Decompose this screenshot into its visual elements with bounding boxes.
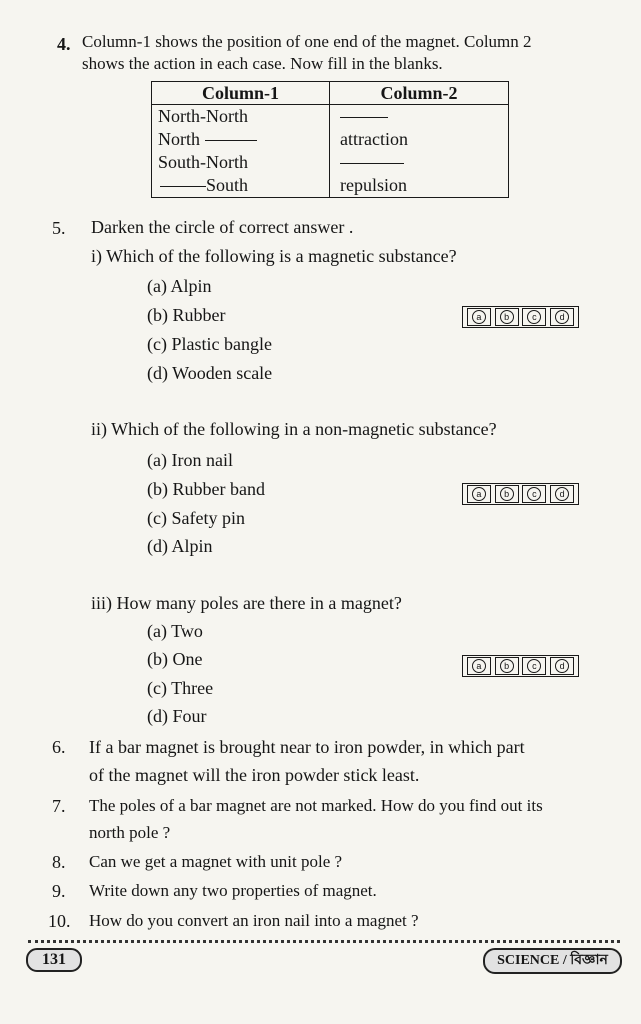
table-col1-row1: North-North <box>158 106 248 126</box>
subject-badge: SCIENCE / বিজ্ঞান <box>483 948 622 974</box>
q5-iii-option-c: (c) Three <box>147 678 214 698</box>
answer-bubbles-i <box>462 306 579 328</box>
q5-ii-option-c: (c) Safety pin <box>147 508 245 528</box>
q6-line1: If a bar magnet is brought near to iron powder, in which part <box>89 737 525 757</box>
q10-text: How do you convert an iron nail into a magnet ? <box>89 911 419 930</box>
bubble-a[interactable]: a <box>467 657 491 675</box>
q5-ii-option-b: (b) Rubber band <box>147 479 265 499</box>
q4-text-line2: shows the action in each case. Now fill in the blanks. <box>82 54 443 73</box>
q4-text-line1: Column-1 shows the position of one end of the magnet. Column 2 <box>82 32 532 51</box>
matching-table <box>151 81 509 198</box>
bubble-b[interactable]: b <box>495 657 519 675</box>
bubble-d[interactable]: d <box>550 657 574 675</box>
q6-number: 6. <box>52 737 66 757</box>
table-col1-row4-text: South <box>206 175 249 195</box>
q5-i-option-a: (a) Alpin <box>147 276 212 296</box>
table-col1-cell <box>152 105 330 198</box>
q5-text: Darken the circle of correct answer . <box>91 217 354 237</box>
bubble-d[interactable]: d <box>550 308 574 326</box>
table-header-col2: Column-2 <box>330 82 509 105</box>
table-col2-row4: repulsion <box>340 175 407 195</box>
blank-line <box>205 140 257 141</box>
q7-line2: north pole ? <box>89 823 171 842</box>
q5-i-option-c: (c) Plastic bangle <box>147 334 272 354</box>
q5-iii-text: iii) How many poles are there in a magnet? <box>91 593 402 613</box>
bubble-c[interactable]: c <box>522 485 546 503</box>
q6-line2: of the magnet will the iron powder stick least. <box>89 765 420 785</box>
blank-line <box>340 163 404 164</box>
bubble-b[interactable]: b <box>495 308 519 326</box>
table-col1-row2-text: North <box>158 129 200 149</box>
bubble-c[interactable]: c <box>522 657 546 675</box>
q9-number: 9. <box>52 881 66 901</box>
table-col2-row1 <box>340 105 502 128</box>
q5-iii-option-a: (a) Two <box>147 621 203 641</box>
bubble-c[interactable]: c <box>522 308 546 326</box>
q7-line1: The poles of a bar magnet are not marked. How do you find out its <box>89 796 543 815</box>
q7-number: 7. <box>52 796 66 816</box>
q10-number: 10. <box>48 911 71 931</box>
q8-number: 8. <box>52 852 66 872</box>
bubble-d[interactable]: d <box>550 485 574 503</box>
table-col2-cell <box>330 105 509 198</box>
blank-line <box>160 186 206 187</box>
q9-text: Write down any two properties of magnet. <box>89 881 377 900</box>
footer-divider <box>28 940 620 943</box>
table-col1-row3: South-North <box>158 152 248 172</box>
bubble-a[interactable]: a <box>467 308 491 326</box>
q5-i-option-b: (b) Rubber <box>147 305 226 325</box>
table-col1-row2 <box>158 128 323 151</box>
answer-bubbles-ii <box>462 483 579 505</box>
q5-i-text: i) Which of the following is a magnetic substance? <box>91 246 457 266</box>
q5-ii-option-d: (d) Alpin <box>147 536 213 556</box>
answer-bubbles-iii <box>462 655 579 677</box>
bubble-b[interactable]: b <box>495 485 519 503</box>
q5-i-option-d: (d) Wooden scale <box>147 363 273 383</box>
blank-line <box>340 117 388 118</box>
q5-iii-option-d: (d) Four <box>147 706 207 726</box>
q8-text: Can we get a magnet with unit pole ? <box>89 852 343 871</box>
table-col2-row3 <box>340 151 502 174</box>
q4-number: 4. <box>57 34 71 54</box>
table-header-col1: Column-1 <box>152 82 330 105</box>
q5-ii-option-a: (a) Iron nail <box>147 450 233 470</box>
table-col2-row2: attraction <box>340 129 408 149</box>
q5-iii-option-b: (b) One <box>147 649 203 669</box>
q5-number: 5. <box>52 218 66 238</box>
bubble-a[interactable]: a <box>467 485 491 503</box>
table-col1-row4 <box>158 174 323 197</box>
page-number-badge: 131 <box>26 948 82 972</box>
q5-ii-text: ii) Which of the following in a non-magnetic substance? <box>91 419 497 439</box>
